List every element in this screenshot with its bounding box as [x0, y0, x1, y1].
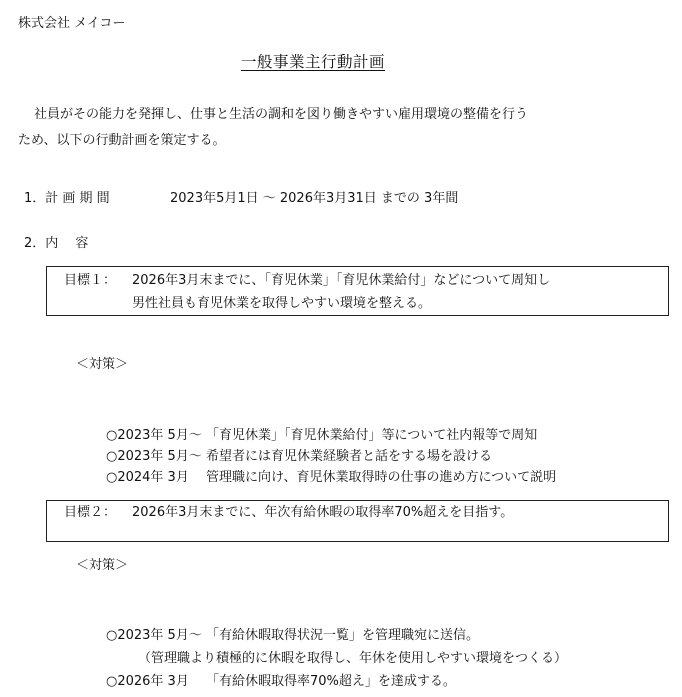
- company-name: 株式会社 メイコー: [18, 16, 126, 31]
- goal2-measure-note: （管理職より積極的に休暇を取得し、年休を使用しやすい環境をつくる）: [138, 651, 568, 666]
- intro-line-2: ため、以下の行動計画を策定する。: [18, 133, 226, 148]
- goal2-measure-1: ○2023年 5月～ 「有給休暇取得状況一覧」を管理職宛に送信。: [106, 628, 479, 643]
- period-value: 2023年5月1日 ～ 2026年3月31日 までの 3年間: [170, 191, 459, 206]
- period-label: 1．計 画 期 間: [24, 191, 110, 206]
- page-title: 一般事業主行動計画: [241, 53, 386, 71]
- goal1-measure-1: ○2023年 5月～ 「育児休業」「育児休業給付」等について社内報等で周知: [106, 428, 538, 443]
- goal1-line-2: 男性社員も育児休業を取得しやすい環境を整える。: [132, 296, 432, 311]
- content-label: 2．内 容: [24, 236, 89, 251]
- goal2-line-1: 2026年3月末までに、年次有給休暇の取得率70%超えを目指す。: [132, 505, 514, 520]
- goal1-line-1: 2026年3月末までに、「育児休業」「育児休業給付」などについて周知し: [132, 273, 551, 288]
- goal1-measures-label: ＜対策＞: [76, 357, 129, 372]
- goal1-measure-2: ○2023年 5月～ 希望者には育児休業経験者と話をする場を設ける: [106, 449, 492, 464]
- intro-line-1: 社員がその能力を発揮し、仕事と生活の調和を図り働きやすい雇用環境の整備を行う: [34, 107, 529, 122]
- goal1-measure-3: ○2024年 3月 管理職に向け、育児休業取得時の仕事の進め方について説明: [106, 470, 557, 485]
- goal2-measure-2: ○2026年 3月 「有給休暇取得率70%超え」を達成する。: [106, 674, 456, 689]
- goal1-label: 目標１：: [64, 273, 117, 288]
- goal2-measures-label: ＜対策＞: [76, 558, 129, 573]
- goal2-label: 目標２：: [64, 505, 117, 520]
